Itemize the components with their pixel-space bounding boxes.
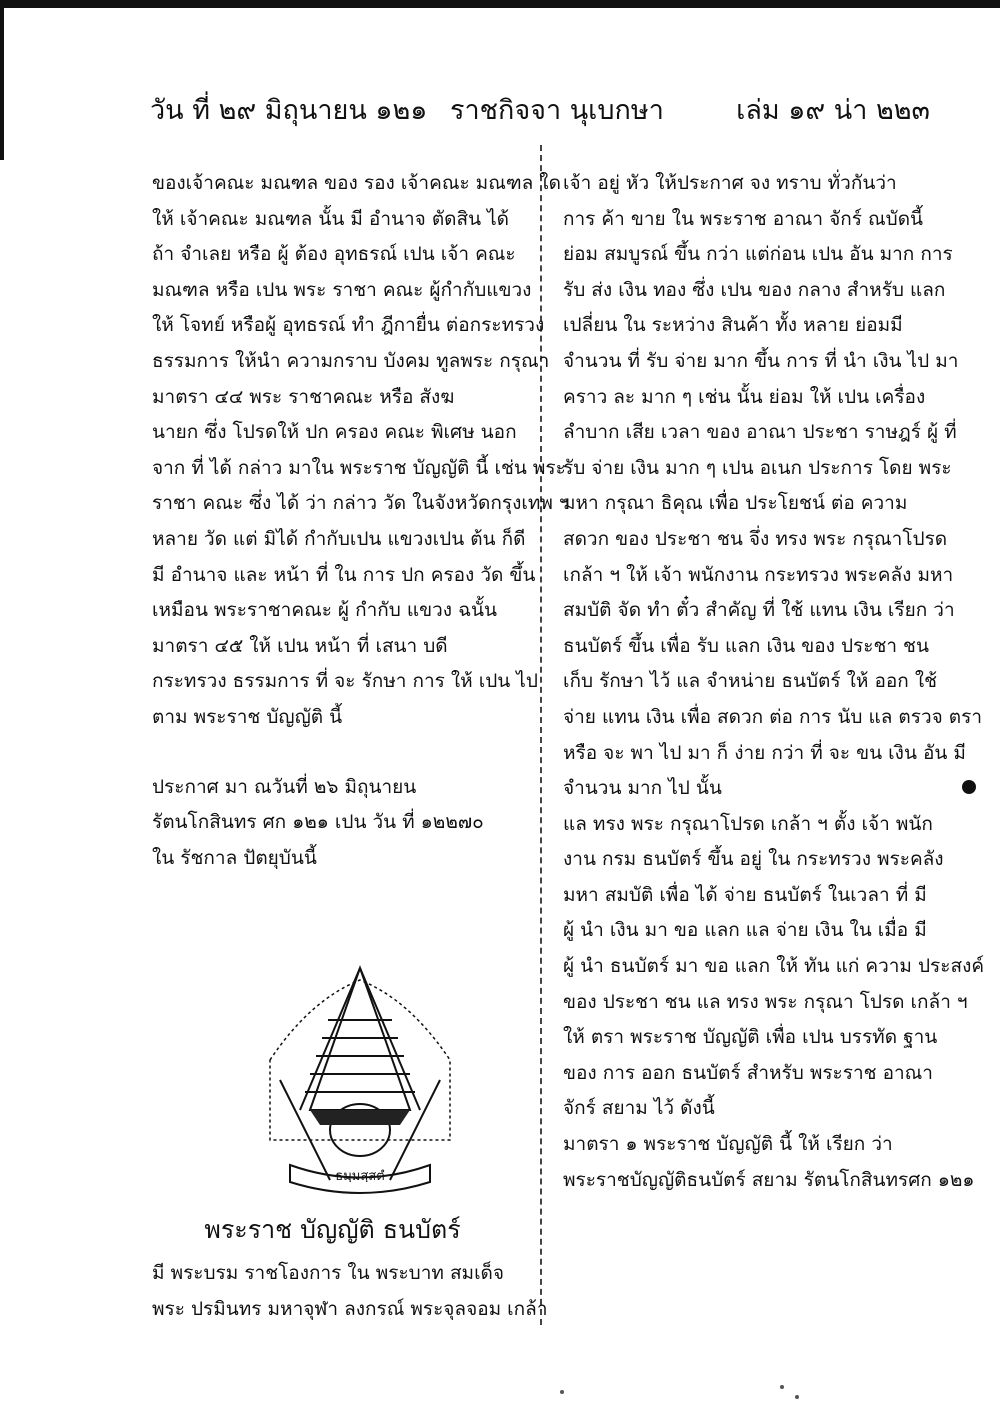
text-line: ราชา คณะ ซึ่ง ได้ ว่า กล่าว วัด ในจังหวัดกรุงเทพ ฯ xyxy=(152,492,570,515)
text-line: พระ ปรมินทร มหาจุฬา ลงกรณ์ พระจุลจอม เกล้า xyxy=(152,1297,548,1320)
text-line: เกล้า ฯ ให้ เจ้า พนักงาน กระทรวง พระคลัง มหา xyxy=(563,563,954,586)
text-line: มหา กรุณา ธิคุณ เพื่อ ประโยชน์ ต่อ ความ xyxy=(563,492,908,515)
page-header xyxy=(150,88,930,124)
text-line: กระทรวง ธรรมการ ที่ จะ รักษา การ ให้ เปน ไป xyxy=(152,670,538,693)
royal-seal-emblem xyxy=(250,960,470,1198)
text-line: มาตรา ๔๕ ให้ เปน หน้า ที่ เสนา บดี xyxy=(152,634,448,657)
text-line: มาตรา ๑ พระราช บัญญัติ นี้ ให้ เรียก ว่า xyxy=(563,1133,893,1156)
right-column xyxy=(563,166,985,1198)
text-line: การ ค้า ขาย ใน พระราช อาณา จักร์ ณบัดนี้ xyxy=(563,207,924,230)
text-line: ของเจ้าคณะ มณฑล ของ รอง เจ้าคณะ มณฑล ใด xyxy=(152,172,561,194)
proclamation-line: รัตนโกสินทร ศก ๑๒๑ เปน วัน ที่ ๑๒๒๗๐ xyxy=(152,811,484,834)
header-title: ราชกิจจา นุเบกษา xyxy=(450,95,664,126)
text-line: นายก ซึ่ง โปรดให้ ปก ครอง คณะ พิเศษ นอก xyxy=(152,421,517,444)
scan-smudge xyxy=(560,1390,564,1394)
text-line: ให้ ตรา พระราช บัญญัติ เพื่อ เปน บรรทัด ฐาน xyxy=(563,1026,938,1049)
text-line: ให้ โจทย์ หรือผู้ อุทธรณ์ ทำ ฎีกายื่น ต่อกระทรวง xyxy=(152,314,545,337)
text-line: มี อำนาจ และ หน้า ที่ ใน การ ปก ครอง วัด ขึ้น xyxy=(152,563,536,586)
text-line: จ่าย แทน เงิน เพื่อ สดวก ต่อ การ นับ แล ตรวจ ตรา xyxy=(563,705,983,728)
text-line: รับ ส่ง เงิน ทอง ซึ่ง เปน ของ กลาง สำหรับ แลก xyxy=(563,278,946,301)
text-line: สดวก ของ ประชา ชน จึ่ง ทรง พระ กรุณาโปรด xyxy=(563,527,948,550)
text-line: ให้ เจ้าคณะ มณฑล นั้น มี อำนาจ ตัดสิน ได้ xyxy=(152,207,510,230)
proclamation-line: ใน รัชกาล ปัตยุบันนี้ xyxy=(152,846,317,869)
proclamation-line: ประกาศ มา ณวันที่ ๒๖ มิถุนายน xyxy=(152,775,417,798)
text-line: มหา สมบัติ เพื่อ ได้ จ่าย ธนบัตร์ ในเวลา ที่ มี xyxy=(563,883,927,906)
text-line: จำนวน มาก ไป นั้น xyxy=(563,777,722,800)
left-bottom-text xyxy=(152,1255,548,1326)
text-line: ผู้ นำ ธนบัตร์ มา ขอ แลก ให้ ทัน แก่ ความ ประสงค์ xyxy=(563,955,985,978)
text-line: มี พระบรม ราชโองการ ใน พระบาท สมเด็จ xyxy=(152,1262,505,1284)
scan-smudge xyxy=(795,1395,799,1399)
text-line: ของ การ ออก ธนบัตร์ สำหรับ พระราช อาณา xyxy=(563,1061,933,1084)
text-line: ถ้า จำเลย หรือ ผู้ ต้อง อุทธรณ์ เปน เจ้า คณะ xyxy=(152,243,516,266)
text-line: ธรรมการ ให้นำ ความกราบ บังคม ทูลพระ กรุณา xyxy=(152,349,550,372)
seal-motto: ธมฺมสฺสตํ xyxy=(335,1169,385,1184)
text-line: ลำบาก เสีย เวลา ของ อาณา ประชา ราษฎร์ ผู้ ที่ xyxy=(563,421,957,444)
text-line: เจ้า อยู่ หัว ให้ประกาศ จง ทราบ ทั่วกันว่า xyxy=(563,172,897,194)
text-line: คราว ละ มาก ๆ เช่น นั้น ย่อม ให้ เปน เครื่อง xyxy=(563,385,926,408)
top-border-rule xyxy=(0,0,1000,8)
header-volume-page: เล่ม ๑๙ น่า ๒๒๓ xyxy=(736,95,930,126)
text-line: จำนวน ที่ รับ จ่าย มาก ขึ้น การ ที่ นำ เงิน ไป มา xyxy=(563,349,959,372)
act-title: พระราช บัญญัติ ธนบัตร์ xyxy=(204,1215,461,1244)
text-line: แล ทรง พระ กรุณาโปรด เกล้า ฯ ตั้ง เจ้า พนัก xyxy=(563,812,933,835)
text-line: จาก ที่ ได้ กล่าว มาใน พระราช บัญญัติ นี้ เช่น พระ xyxy=(152,456,566,479)
text-line: มาตรา ๔๔ พระ ราชาคณะ หรือ สังฆ xyxy=(152,385,455,408)
text-line: สมบัติ จัด ทำ ตั๋ว สำคัญ ที่ ใช้ แทน เงิน เรียก ว่า xyxy=(563,599,955,622)
text-line: หลาย วัด แต่ มิได้ กำกับเปน แขวงเปน ต้น ก็ดี xyxy=(152,527,526,550)
left-border-rule xyxy=(0,0,4,160)
text-line: รับ จ่าย เงิน มาก ๆ เปน อเนก ประการ โดย พระ xyxy=(563,456,952,479)
text-line: เปลี่ยน ใน ระหว่าง สินค้า ทั้ง หลาย ย่อมมี xyxy=(563,314,903,337)
text-line: พระราชบัญญัติธนบัตร์ สยาม รัตนโกสินทรศก ๑๒๑ xyxy=(563,1168,975,1191)
left-column xyxy=(152,166,570,876)
text-line: จักร์ สยาม ไว้ ดังนี้ xyxy=(563,1097,715,1120)
text-line: ธนบัตร์ ขึ้น เพื่อ รับ แลก เงิน ของ ประชา ชน xyxy=(563,634,929,657)
text-line: เก็บ รักษา ไว้ แล จำหน่าย ธนบัตร์ ให้ ออก ใช้ xyxy=(563,670,937,693)
text-line: ของ ประชา ชน แล ทรง พระ กรุณา โปรด เกล้า ฯ xyxy=(563,990,968,1013)
scan-smudge xyxy=(780,1385,784,1389)
header-date: วัน ที่ ๒๙ มิถุนายน ๑๒๑ xyxy=(150,95,428,126)
text-line: ย่อม สมบูรณ์ ขึ้น กว่า แต่ก่อน เปน อัน มาก การ xyxy=(563,243,953,266)
text-line: ผู้ นำ เงิน มา ขอ แลก แล จ่าย เงิน ใน เมื่อ มี xyxy=(563,919,927,942)
text-line: มณฑล หรือ เปน พระ ราชา คณะ ผู้กำกับแขวง xyxy=(152,278,532,301)
text-line: ตาม พระราช บัญญัติ นี้ xyxy=(152,705,343,728)
text-line: เหมือน พระราชาคณะ ผู้ กำกับ แขวง ฉนั้น xyxy=(152,599,498,622)
text-line: งาน กรม ธนบัตร์ ขึ้น อยู่ ใน กระทรวง พระคลัง xyxy=(563,848,944,871)
text-line: หรือ จะ พา ไป มา ก็ ง่าย กว่า ที่ จะ ขน เงิน อัน มี xyxy=(563,741,966,764)
ink-blot xyxy=(962,780,976,794)
